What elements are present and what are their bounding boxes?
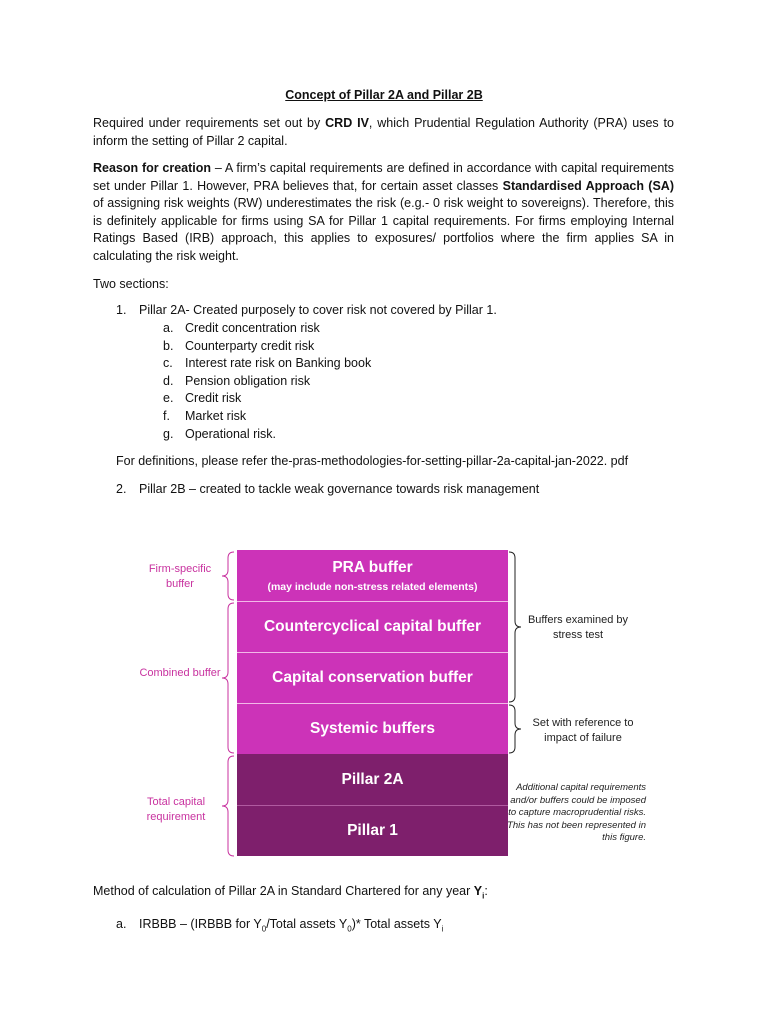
method-text (93, 883, 488, 905)
reason-label: Reason for creation (93, 161, 212, 175)
method-text-pre: Method of calculation of Pillar 2A in Standard Chartered for any year (93, 884, 474, 898)
block-pillar-1-label: Pillar 1 (347, 822, 398, 839)
risk-list-item (163, 338, 314, 356)
item1-number: 1. (116, 303, 127, 317)
risk-list-item (163, 426, 276, 444)
risk-list-letter: f. (163, 409, 170, 423)
risk-list-text: Market risk (185, 409, 247, 423)
intro-text-pre: Required under requirements set out by (93, 116, 326, 130)
risk-list-letter: g. (163, 426, 174, 441)
reason-paragraph (93, 160, 674, 266)
block-pillar-2a (237, 754, 508, 805)
formula-part-2: /Total assets Y (266, 917, 348, 931)
formula-part-3: )* Total assets Y (351, 917, 442, 931)
risk-list-text: Operational risk. (185, 426, 277, 441)
intro-paragraph (93, 115, 674, 150)
intro-text-post: , which Prudential Regulation Authority (PRA) uses to inform the setting of Pillar 2 capital. (93, 116, 674, 148)
label-systemic-ref: Set with reference to impact of failure (532, 717, 634, 744)
item2-number: 2. (116, 482, 127, 496)
block-pra-buffer-label: PRA buffer (332, 558, 413, 576)
intro-bold: CRD IV (325, 116, 369, 130)
risk-list-letter: a. (163, 321, 174, 335)
risk-list-text: Pension obligation risk (185, 373, 311, 388)
risk-list-item (163, 390, 241, 408)
risk-list-letter: e. (163, 391, 174, 406)
method-var: Y (473, 884, 483, 898)
reason-text-1: – A firm’s capital requirements are defined in accordance with capital requirements set under Pillar 1. However, PRA believes that, for certain asset classes (93, 161, 674, 193)
block-conservation-label: Capital conservation buffer (272, 669, 473, 686)
risk-list-item (163, 355, 371, 373)
risk-list-letter: c. (163, 356, 173, 371)
formula-sub-2: 0 (347, 924, 352, 934)
risk-list-item (163, 408, 246, 426)
risk-list-text: Counterparty credit risk (185, 338, 315, 353)
risk-list-text: Credit risk (185, 391, 242, 406)
formula-text (139, 916, 443, 938)
label-stress-test: Buffers examined by stress test (527, 614, 629, 641)
formula-part-1: IRBBB – (IRBBB for Y (139, 917, 262, 931)
block-pra-buffer-sublabel: (may include non-stress related elements) (267, 580, 478, 593)
block-systemic (237, 703, 508, 754)
item2-text: Pillar 2B – created to tackle weak governance towards risk management (139, 482, 540, 496)
formula-sub-3: i (441, 924, 444, 934)
method-var-sub: i (482, 891, 485, 901)
risk-list-letter: d. (163, 373, 174, 388)
block-pra-buffer (237, 550, 508, 601)
reason-text-2: of assigning risk weights (RW) underestimates the risk (e.g.- 0 risk weight to sovereigns). Therefore, this is definitely applicable for firms using SA for Pillar 1 capital requirements. For firms employing Internal Ratings Based (IRB) approach, this applies to exposures/ portfolios where the firm applies SA in calculating the risk weight. (93, 196, 674, 263)
block-pillar-2a-label: Pillar 2A (341, 770, 404, 788)
risk-list-item (163, 320, 320, 338)
risk-list-text: Interest rate risk on Banking book (185, 356, 372, 371)
doc-title: Concept of Pillar 2A and Pillar 2B (285, 88, 483, 102)
block-systemic-label: Systemic buffers (310, 720, 435, 737)
reason-bold-sa: Standardised Approach (SA) (502, 178, 674, 193)
block-countercyclical-label: Countercyclical capital buffer (263, 618, 482, 635)
method-text-post: : (484, 884, 488, 898)
brace-total (222, 756, 236, 856)
item1-text: Pillar 2A- Created purposely to cover risk not covered by Pillar 1. (139, 303, 497, 317)
definitions-text: For definitions, please refer the-pras-methodologies-for-setting-pillar-2a-capital-jan-2022. pdf (116, 454, 629, 468)
formula-letter: a. (116, 917, 127, 931)
risk-list-item (163, 373, 310, 391)
label-total: Total capital requirement (146, 796, 206, 823)
label-combined: Combined buffer (139, 667, 221, 679)
label-note: Additional capital requirements and/or buffers could be imposed to capture macroprudential risks. This has not been represented in this figure. (507, 782, 646, 843)
risk-list-text: Credit concentration risk (185, 321, 320, 335)
formula-sub-1: 0 (261, 924, 267, 934)
risk-list-letter: b. (163, 338, 174, 353)
block-countercyclical (237, 601, 508, 652)
brace-systemic (509, 705, 523, 753)
block-conservation (237, 652, 508, 703)
two-sections-label: Two sections: (93, 277, 169, 291)
block-pillar-1 (237, 805, 508, 856)
label-firm-specific: Firm-specific buffer (148, 563, 212, 590)
